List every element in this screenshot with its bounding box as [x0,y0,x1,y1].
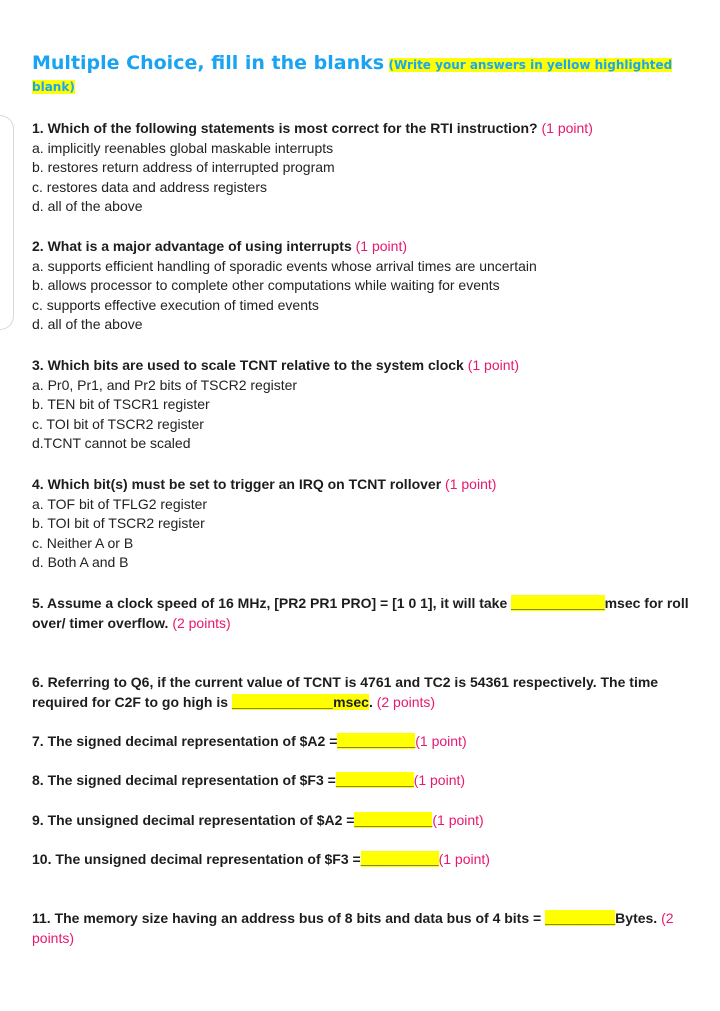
question-6-suffix: msec [333,693,369,710]
question-6-text: 6. Referring to Q6, if the current value of TCNT is 4761 and TC2 is 54361 respectively. The time required for C2F to go high is [32,674,659,710]
left-edge-decoration [0,115,14,330]
heading-note: (Write your answers in yellow highlighted blank) [32,58,673,94]
question-10 [32,850,712,870]
question-4-option-b[interactable]: b. TOI bit of TSCR2 register [32,515,205,532]
question-1-option-a[interactable]: a. implicitly reenables global maskable interrupts [32,139,334,156]
question-3-number: 3. [32,357,44,373]
question-3-option-a[interactable]: a. Pr0, Pr1, and Pr2 bits of TSCR2 register [32,376,298,393]
question-10-text: 10. The unsigned decimal representation of $F3 = [32,851,361,867]
question-1-option-d[interactable]: d. all of the above [32,198,143,215]
question-2-option-b[interactable]: b. allows processor to complete other computations while waiting for events [32,277,500,294]
question-10-points: (1 point) [438,851,490,867]
question-6-answer-blank[interactable]: _____________ [231,693,334,710]
question-8 [32,771,712,791]
question-2-option-c[interactable]: c. supports effective execution of timed events [32,296,319,313]
question-7 [32,732,712,752]
question-9-text: 9. The unsigned decimal representation of $A2 = [32,812,355,828]
question-1-number: 1. [32,120,44,136]
question-4-text: Which bit(s) must be set to trigger an IRQ on TCNT rollover [47,476,442,492]
question-9-answer-blank[interactable]: __________ [354,812,433,828]
question-3-title [32,356,712,376]
question-5-suffix: msec for roll over/ timer overflow. [32,595,689,631]
question-11-answer-blank[interactable]: _________ [545,910,616,926]
question-5 [32,594,712,633]
question-6 [32,673,712,712]
heading-title: Multiple Choice, fill in the blanks [32,52,385,74]
question-3-points: (1 point) [467,357,520,373]
question-3-option-c[interactable]: c. TOI bit of TSCR2 register [32,415,204,432]
question-5-text: 5. Assume a clock speed of 16 MHz, [PR2 PR1 PRO] = [1 0 1], it will take [32,595,512,611]
question-4-option-d[interactable]: d. Both A and B [32,554,129,571]
question-6-end: . [368,693,373,710]
question-1-option-c[interactable]: c. restores data and address registers [32,178,268,195]
question-8-answer-blank[interactable]: __________ [335,772,414,788]
question-4-option-c[interactable]: c. Neither A or B [32,534,134,551]
question-7-answer-blank[interactable]: __________ [337,733,416,749]
question-7-text: 7. The signed decimal representation of $A2 = [32,733,338,749]
question-5-answer-blank[interactable]: ____________ [511,595,605,611]
question-9-points: (1 point) [432,812,484,828]
question-3-option-d[interactable]: d.TCNT cannot be scaled [32,435,191,452]
question-2-option-d[interactable]: d. all of the above [32,316,143,333]
question-4 [32,475,712,573]
question-2-points: (1 point) [355,238,407,254]
question-3-option-b[interactable]: b. TEN bit of TSCR1 register [32,396,210,413]
question-1-text: Which of the following statements is most correct for the RTI instruction? [47,120,538,136]
question-3 [32,356,712,454]
question-10-answer-blank[interactable]: __________ [360,851,439,867]
question-11-points: (2 points) [32,910,674,946]
question-2-text: What is a major advantage of using interrupts [47,238,352,254]
question-1-points: (1 point) [541,120,593,136]
question-6-points: (2 points) [376,693,436,710]
question-11 [32,909,717,948]
question-4-title [32,475,712,495]
question-4-option-a[interactable]: a. TOF bit of TFLG2 register [32,495,208,512]
question-8-points: (1 point) [413,772,466,788]
question-4-points: (1 point) [445,476,497,492]
question-11-suffix: Bytes. [615,910,658,926]
question-4-number: 4. [32,476,44,492]
question-5-points: (2 points) [172,614,231,631]
question-2 [32,237,712,335]
question-8-text: 8. The signed decimal representation of $F3 = [32,772,336,788]
question-7-points: (1 point) [415,733,467,749]
question-1-option-b[interactable]: b. restores return address of interrupted program [32,159,335,176]
question-2-option-a[interactable]: a. supports efficient handling of sporadic events whose arrival times are uncertain [32,257,537,274]
question-3-text: Which bits are used to scale TCNT relative to the system clock [47,357,464,373]
question-2-title [32,237,712,257]
question-11-text: 11. The memory size having an address bus of 8 bits and data bus of 4 bits = [32,910,546,926]
question-2-number: 2. [32,238,44,254]
question-9 [32,811,712,831]
question-1 [32,119,712,217]
section-heading [32,52,702,98]
question-1-title [32,119,712,139]
